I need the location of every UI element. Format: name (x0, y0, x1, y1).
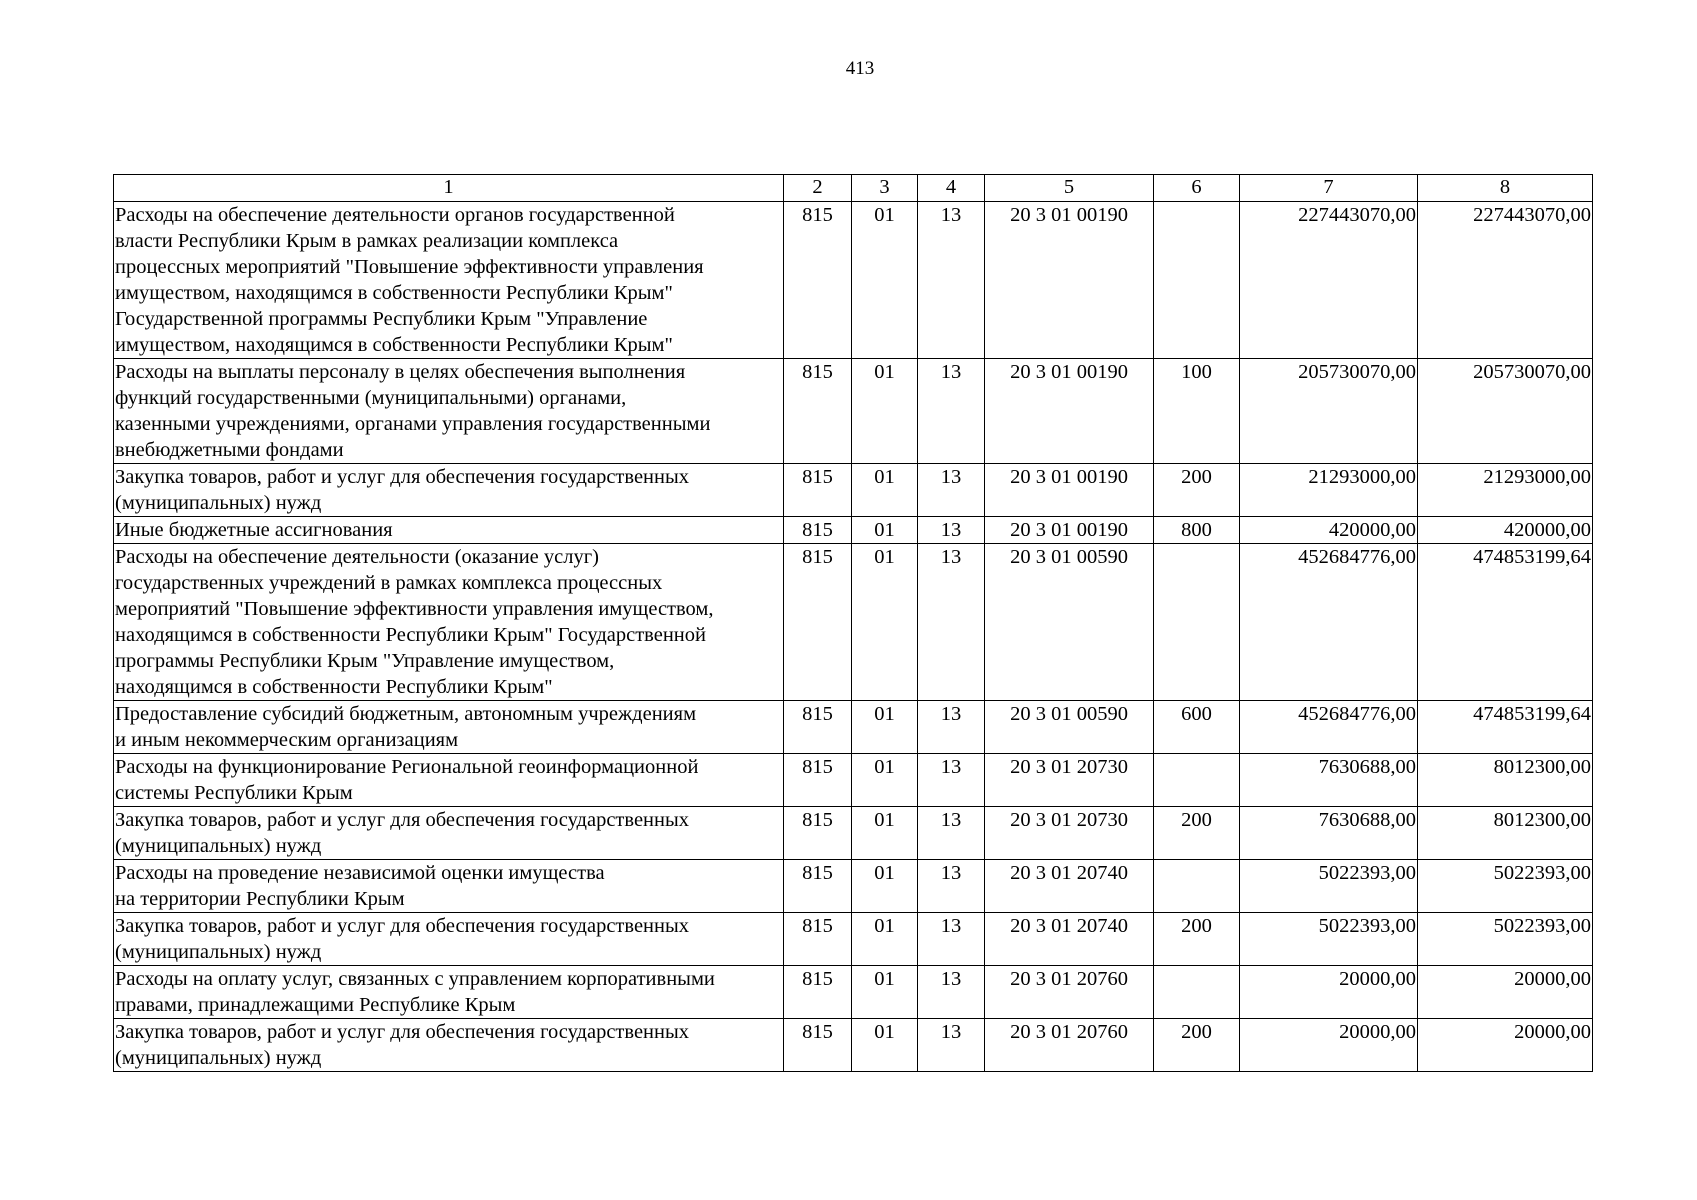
expense-type-cell: 200 (1154, 807, 1240, 860)
table-row (114, 807, 1593, 860)
ministry-code-cell: 815 (784, 754, 852, 807)
expense-name-line: имуществом, находящимся в собственности Республики Крым" (115, 282, 673, 304)
column-header-3: 3 (852, 175, 918, 202)
subsection-code-cell: 13 (918, 202, 985, 359)
expense-name-line: на территории Республики Крым (115, 888, 405, 910)
expense-type-cell (1154, 966, 1240, 1019)
ministry-code-cell: 815 (784, 359, 852, 464)
expense-name-cell (114, 701, 784, 754)
expense-name-line: (муниципальных) нужд (115, 1047, 322, 1069)
expense-name-line: мероприятий "Повышение эффективности управления имуществом, (115, 598, 714, 620)
table-row (114, 517, 1593, 544)
section-code-cell: 01 (852, 359, 918, 464)
amount-year1-cell: 227443070,00 (1240, 202, 1418, 359)
amount-year1-cell: 452684776,00 (1240, 701, 1418, 754)
expense-name-line: (муниципальных) нужд (115, 835, 322, 857)
table-row (114, 544, 1593, 701)
expense-name-line: Государственной программы Республики Крым "Управление (115, 308, 648, 330)
ministry-code-cell: 815 (784, 913, 852, 966)
expense-name-line: Расходы на функционирование Региональной геоинформационной (115, 756, 699, 778)
expense-name-line: Закупка товаров, работ и услуг для обеспечения государственных (115, 466, 690, 488)
amount-year2-cell: 420000,00 (1418, 517, 1593, 544)
amount-year1-cell: 20000,00 (1240, 1019, 1418, 1072)
expense-name-line: процессных мероприятий "Повышение эффективности управления (115, 256, 704, 278)
expense-name-cell (114, 966, 784, 1019)
expense-name-line: (муниципальных) нужд (115, 492, 322, 514)
column-header-5: 5 (985, 175, 1154, 202)
expense-type-cell: 100 (1154, 359, 1240, 464)
table-row (114, 860, 1593, 913)
expense-name-cell (114, 464, 784, 517)
amount-year2-cell: 5022393,00 (1418, 913, 1593, 966)
section-code-cell: 01 (852, 464, 918, 517)
amount-year1-cell: 20000,00 (1240, 966, 1418, 1019)
amount-year2-cell: 20000,00 (1418, 1019, 1593, 1072)
table-row (114, 1019, 1593, 1072)
amount-year1-cell: 7630688,00 (1240, 807, 1418, 860)
amount-year2-cell: 20000,00 (1418, 966, 1593, 1019)
expense-name-line: системы Республики Крым (115, 782, 353, 804)
column-header-6: 6 (1154, 175, 1240, 202)
target-article-cell: 20 3 01 00190 (985, 464, 1154, 517)
expense-type-cell (1154, 544, 1240, 701)
ministry-code-cell: 815 (784, 1019, 852, 1072)
ministry-code-cell: 815 (784, 701, 852, 754)
section-code-cell: 01 (852, 1019, 918, 1072)
column-header-4: 4 (918, 175, 985, 202)
expense-type-cell: 200 (1154, 464, 1240, 517)
amount-year2-cell: 8012300,00 (1418, 754, 1593, 807)
expense-name-line: правами, принадлежащими Республике Крым (115, 994, 516, 1016)
expense-name-line: находящимся в собственности Республики Крым" (115, 676, 553, 698)
expense-name-cell (114, 860, 784, 913)
target-article-cell: 20 3 01 20730 (985, 754, 1154, 807)
subsection-code-cell: 13 (918, 701, 985, 754)
expense-name-line: Закупка товаров, работ и услуг для обеспечения государственных (115, 915, 690, 937)
column-header-8: 8 (1418, 175, 1593, 202)
expense-name-cell (114, 202, 784, 359)
column-header-1: 1 (114, 175, 784, 202)
subsection-code-cell: 13 (918, 544, 985, 701)
ministry-code-cell: 815 (784, 807, 852, 860)
amount-year1-cell: 452684776,00 (1240, 544, 1418, 701)
expense-name-line: власти Республики Крым в рамках реализации комплекса (115, 230, 619, 252)
table-row (114, 913, 1593, 966)
expense-type-cell: 200 (1154, 913, 1240, 966)
ministry-code-cell: 815 (784, 202, 852, 359)
header-row (114, 175, 1593, 202)
expense-type-cell (1154, 754, 1240, 807)
amount-year2-cell: 8012300,00 (1418, 807, 1593, 860)
target-article-cell: 20 3 01 20760 (985, 1019, 1154, 1072)
expense-name-line: Иные бюджетные ассигнования (115, 519, 393, 541)
budget-table (113, 174, 1593, 1072)
target-article-cell: 20 3 01 20730 (985, 807, 1154, 860)
expense-type-cell: 800 (1154, 517, 1240, 544)
section-code-cell: 01 (852, 202, 918, 359)
expense-name-cell (114, 544, 784, 701)
target-article-cell: 20 3 01 20740 (985, 860, 1154, 913)
expense-name-line: казенными учреждениями, органами управления государственными (115, 413, 711, 435)
subsection-code-cell: 13 (918, 860, 985, 913)
amount-year1-cell: 5022393,00 (1240, 860, 1418, 913)
section-code-cell: 01 (852, 517, 918, 544)
ministry-code-cell: 815 (784, 544, 852, 701)
subsection-code-cell: 13 (918, 1019, 985, 1072)
target-article-cell: 20 3 01 00190 (985, 359, 1154, 464)
amount-year1-cell: 7630688,00 (1240, 754, 1418, 807)
table-row (114, 202, 1593, 359)
expense-name-cell (114, 1019, 784, 1072)
subsection-code-cell: 13 (918, 359, 985, 464)
target-article-cell: 20 3 01 20760 (985, 966, 1154, 1019)
column-header-2: 2 (784, 175, 852, 202)
section-code-cell: 01 (852, 966, 918, 1019)
expense-name-cell (114, 517, 784, 544)
target-article-cell: 20 3 01 00190 (985, 202, 1154, 359)
expense-name-line: Предоставление субсидий бюджетным, автономным учреждениям (115, 703, 697, 725)
expense-name-line: внебюджетными фондами (115, 439, 344, 461)
subsection-code-cell: 13 (918, 807, 985, 860)
expense-name-cell (114, 807, 784, 860)
table-row (114, 359, 1593, 464)
expense-name-line: (муниципальных) нужд (115, 941, 322, 963)
expense-name-line: и иным некоммерческим организациям (115, 729, 459, 751)
ministry-code-cell: 815 (784, 860, 852, 913)
amount-year2-cell: 5022393,00 (1418, 860, 1593, 913)
expense-name-line: находящимся в собственности Республики Крым" Государственной (115, 624, 706, 646)
expense-name-line: имуществом, находящимся в собственности Республики Крым" (115, 334, 673, 356)
expense-type-cell (1154, 202, 1240, 359)
expense-name-line: функций государственными (муниципальными) органами, (115, 387, 627, 409)
expense-name-line: Закупка товаров, работ и услуг для обеспечения государственных (115, 1021, 690, 1043)
subsection-code-cell: 13 (918, 754, 985, 807)
expense-name-line: государственных учреждений в рамках комплекса процессных (115, 572, 663, 594)
ministry-code-cell: 815 (784, 517, 852, 544)
table-row (114, 966, 1593, 1019)
subsection-code-cell: 13 (918, 913, 985, 966)
expense-type-cell: 600 (1154, 701, 1240, 754)
amount-year2-cell: 474853199,64 (1418, 544, 1593, 701)
table-row (114, 701, 1593, 754)
section-code-cell: 01 (852, 544, 918, 701)
target-article-cell: 20 3 01 00590 (985, 701, 1154, 754)
amount-year1-cell: 21293000,00 (1240, 464, 1418, 517)
section-code-cell: 01 (852, 860, 918, 913)
subsection-code-cell: 13 (918, 464, 985, 517)
amount-year1-cell: 5022393,00 (1240, 913, 1418, 966)
expense-name-line: Расходы на выплаты персоналу в целях обеспечения выполнения (115, 361, 686, 383)
section-code-cell: 01 (852, 913, 918, 966)
section-code-cell: 01 (852, 701, 918, 754)
subsection-code-cell: 13 (918, 966, 985, 1019)
amount-year2-cell: 21293000,00 (1418, 464, 1593, 517)
expense-name-line: Расходы на обеспечение деятельности органов государственной (115, 204, 675, 226)
column-header-7: 7 (1240, 175, 1418, 202)
expense-name-cell (114, 359, 784, 464)
amount-year2-cell: 227443070,00 (1418, 202, 1593, 359)
expense-type-cell: 200 (1154, 1019, 1240, 1072)
expense-name-cell (114, 913, 784, 966)
expense-type-cell (1154, 860, 1240, 913)
table-row (114, 754, 1593, 807)
expense-name-line: Расходы на оплату услуг, связанных с управлением корпоративными (115, 968, 715, 990)
amount-year1-cell: 205730070,00 (1240, 359, 1418, 464)
amount-year1-cell: 420000,00 (1240, 517, 1418, 544)
expense-name-line: Расходы на проведение независимой оценки имущества (115, 862, 605, 884)
section-code-cell: 01 (852, 754, 918, 807)
page-number: 413 (845, 58, 875, 79)
target-article-cell: 20 3 01 00190 (985, 517, 1154, 544)
table-row (114, 464, 1593, 517)
amount-year2-cell: 205730070,00 (1418, 359, 1593, 464)
subsection-code-cell: 13 (918, 517, 985, 544)
expense-name-line: программы Республики Крым "Управление имуществом, (115, 650, 615, 672)
table-body (114, 202, 1593, 1072)
expense-name-line: Закупка товаров, работ и услуг для обеспечения государственных (115, 809, 690, 831)
expense-name-cell (114, 754, 784, 807)
target-article-cell: 20 3 01 20740 (985, 913, 1154, 966)
ministry-code-cell: 815 (784, 464, 852, 517)
expense-name-line: Расходы на обеспечение деятельности (оказание услуг) (115, 546, 599, 568)
ministry-code-cell: 815 (784, 966, 852, 1019)
amount-year2-cell: 474853199,64 (1418, 701, 1593, 754)
section-code-cell: 01 (852, 807, 918, 860)
target-article-cell: 20 3 01 00590 (985, 544, 1154, 701)
